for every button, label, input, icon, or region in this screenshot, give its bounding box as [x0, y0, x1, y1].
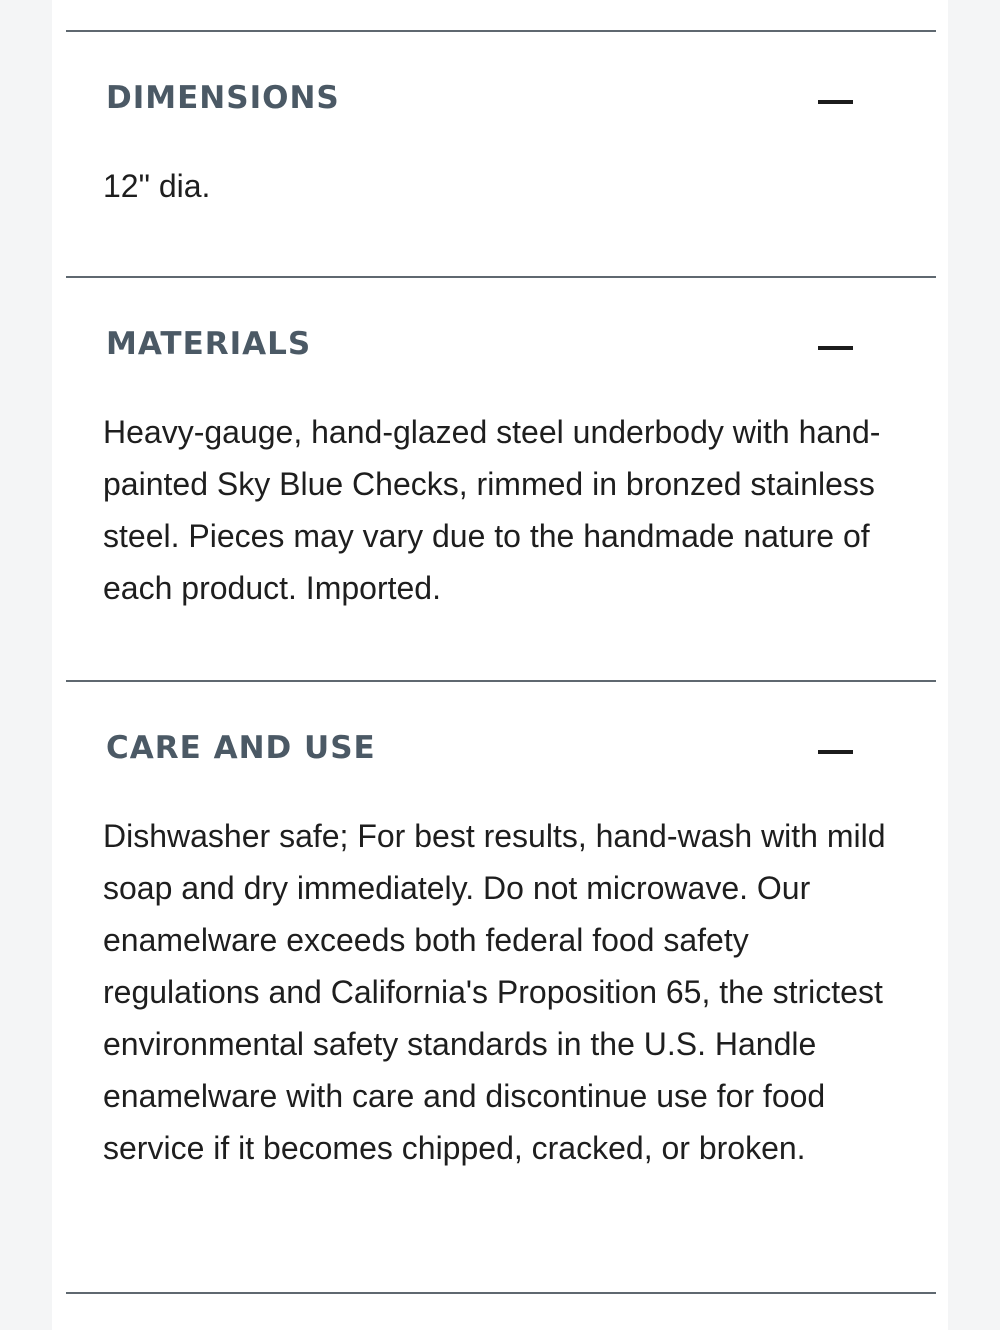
- minus-icon: [818, 346, 853, 350]
- section-title: MATERIALS: [106, 326, 312, 362]
- section-title: DIMENSIONS: [106, 80, 340, 116]
- care-and-use-text: Dishwasher safe; For best results, hand-wash with mild soap and dry immediately. Do not microwave. Our enamelware exceeds both federal food safety regulations and California's Proposition 65, the strictest environmental safety standards in the U.S. Handle enamelware with care and discontinue use for food service if it becomes chipped, cracked, or broken.: [103, 818, 886, 1166]
- section-body: [66, 160, 936, 276]
- accordion-section-care-and-use: [66, 682, 936, 1292]
- accordion-header-care-and-use[interactable]: [66, 682, 936, 814]
- divider: [66, 1292, 936, 1294]
- accordion-section-materials: [66, 278, 936, 680]
- accordion-section-dimensions: [66, 32, 936, 276]
- materials-text: Heavy-gauge, hand-glazed steel underbody with hand-painted Sky Blue Checks, rimmed in bronzed stainless steel. Pieces may vary due to the handmade nature of each product. Imported.: [103, 414, 881, 606]
- section-body: [66, 810, 936, 1292]
- minus-icon: [818, 750, 853, 754]
- accordion-header-materials[interactable]: [66, 278, 936, 410]
- minus-icon: [818, 100, 853, 104]
- collapse-button[interactable]: [814, 90, 856, 114]
- product-details-accordion: [66, 30, 936, 1294]
- dimensions-text: 12" dia.: [103, 168, 211, 204]
- accordion-header-dimensions[interactable]: [66, 32, 936, 164]
- collapse-button[interactable]: [814, 336, 856, 360]
- section-body: [66, 406, 936, 680]
- collapse-button[interactable]: [814, 740, 856, 764]
- product-details-page: [52, 0, 948, 1330]
- section-title: CARE AND USE: [106, 730, 376, 766]
